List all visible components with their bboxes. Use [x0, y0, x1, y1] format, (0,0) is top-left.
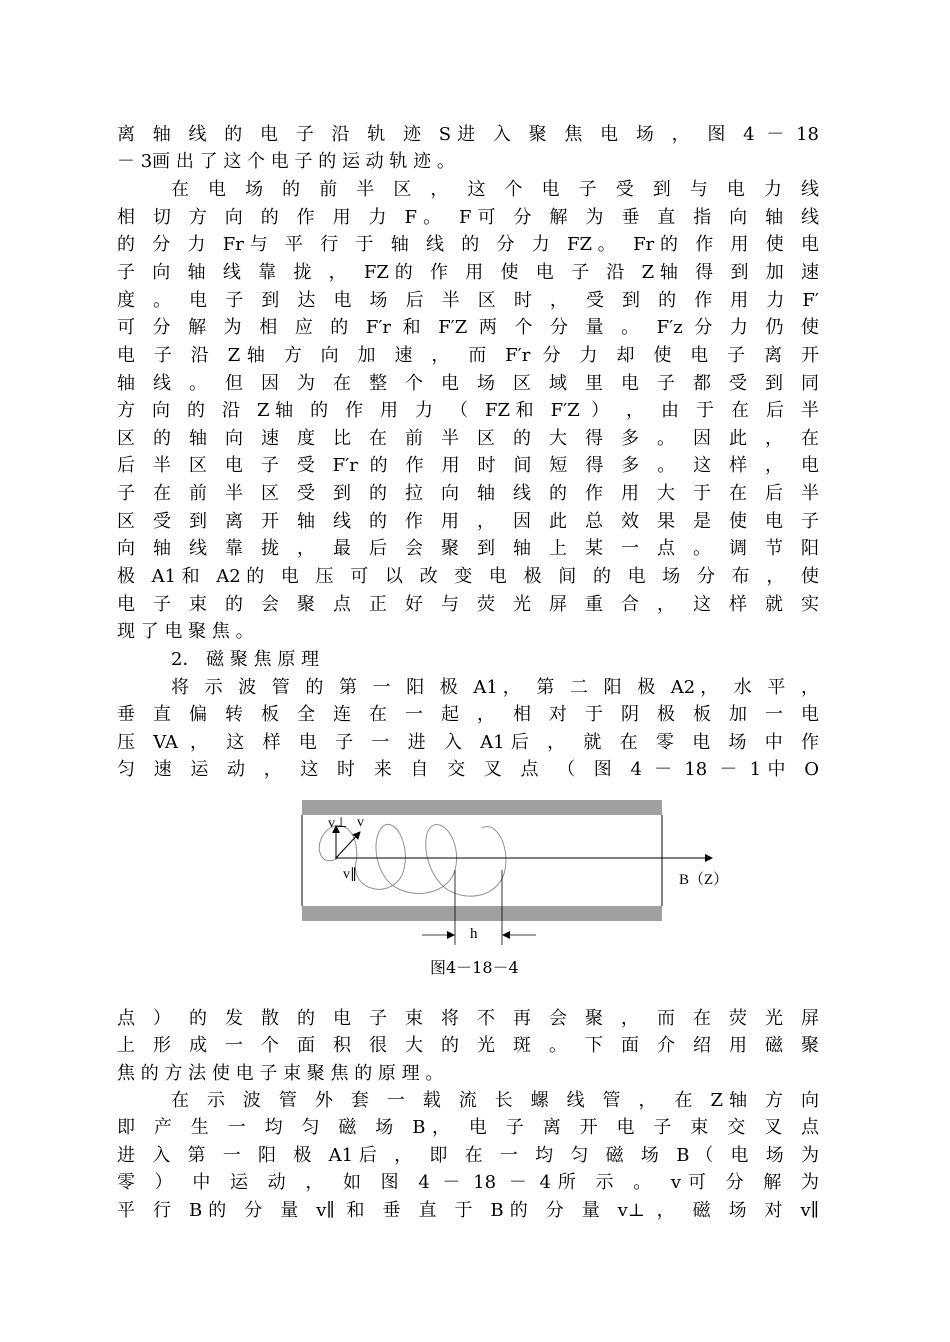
text-line: 子 在 前 半 区 受 到 的 拉 向 轴 线 的 作 用 大 于 在 后 半	[117, 483, 819, 504]
text-line: 即 产 生 一 均 匀 磁 场 B， 电 子 离 开 电 子 束 交 叉 点	[117, 1117, 819, 1138]
text-line: 区 受 到 离 开 轴 线 的 作 用 ， 因 此 总 效 果 是 使 电 子	[117, 511, 819, 532]
text-line: 电 子 束 的 会 聚 点 正 好 与 荧 光 屏 重 合 ， 这 样 就 实	[117, 594, 819, 615]
section-heading: 2． 磁 聚 焦 原 理	[171, 649, 320, 670]
text-line: 匀 速 运 动 ， 这 时 来 自 交 叉 点 （ 图 4 － 18 － 1中 O	[117, 759, 819, 780]
text-line: 极 A1和 A2的 电 压 可 以 改 变 电 极 间 的 电 场 分 布 ， 使	[117, 566, 819, 587]
text-line: 在 电 场 的 前 半 区 ， 这 个 电 子 受 到 与 电 力 线	[171, 179, 819, 200]
text-line: 向 轴 线 靠 拢 ， 最 后 会 聚 到 轴 上 某 一 点 。 调 节 阳	[117, 538, 819, 559]
label-pitch-h: h	[470, 926, 478, 942]
text-line: 可 分 解 为 相 应 的 F′r 和 F′Z 两 个 分 量 。 F′z 分 力 仍 使	[117, 317, 819, 338]
text-line: 电 子 沿 Z轴 方 向 加 速 ， 而 F′r 分 力 却 使 电 子 离 开	[117, 345, 819, 366]
text-line: 进 入 第 一 阳 极 A1后 ， 即 在 一 均 匀 磁 场 B（ 电 场 为	[117, 1145, 819, 1166]
text-line: 现 了 电 聚 焦 。	[117, 621, 254, 642]
tube-bottom-wall	[302, 906, 662, 921]
text-line: 轴 线 。 但 因 为 在 整 个 电 场 区 域 里 电 子 都 受 到 同	[117, 373, 819, 394]
text-line: 零 ） 中 运 动 ， 如 图 4 － 18 － 4所 示 。 v可 分 解 为	[117, 1172, 819, 1193]
text-line: 后 半 区 电 子 受 F′r 的 作 用 时 间 短 得 多 。 这 样 ， 电	[117, 455, 819, 476]
text-line: 相 切 方 向 的 作 用 力 F。 F可 分 解 为 垂 直 指 向 轴 线	[117, 207, 819, 228]
text-line: 方 向 的 沿 Z轴 的 作 用 力 （ FZ和 F′Z ） ， 由 于 在 后 半	[117, 400, 819, 421]
text-line: 平 行 B的 分 量 v∥ 和 垂 直 于 B的 分 量 v⊥ ， 磁 场 对 v∥	[117, 1200, 819, 1221]
electron-helix	[319, 824, 506, 896]
text-line: 垂 直 偏 转 板 全 连 在 一 起 ， 相 对 于 阴 极 板 加 一 电	[117, 704, 819, 725]
text-line: 焦 的 方 法 使 电 子 束 聚 焦 的 原 理 。	[117, 1063, 444, 1084]
label-v: v	[357, 815, 364, 830]
text-line: 在 示 波 管 外 套 一 载 流 长 螺 线 管 ， 在 Z轴 方 向	[171, 1090, 819, 1111]
text-line: 上 形 成 一 个 面 积 很 大 的 光 斑 。 下 面 介 绍 用 磁 聚	[117, 1035, 819, 1056]
text-line: － 3画 出 了 这 个 电 子 的 运 动 轨 迹 。	[117, 151, 455, 172]
text-line: 度 。 电 子 到 达 电 场 后 半 区 时 ， 受 到 的 作 用 力 F′	[117, 290, 819, 311]
label-v-parallel: v∥	[343, 867, 357, 882]
text-line: 点 ） 的 发 散 的 电 子 束 将 不 再 会 聚 ， 而 在 荧 光 屏	[117, 1008, 819, 1029]
label-b-axis: B（Z）	[679, 872, 729, 888]
text-line: 子 向 轴 线 靠 拢 ， FZ的 作 用 使 电 子 沿 Z轴 得 到 加 速	[117, 262, 819, 283]
tube-top-wall	[302, 800, 662, 815]
text-line: 压 VA ， 这 样 电 子 一 进 入 A1后 ， 就 在 零 电 场 中 作	[117, 732, 819, 753]
label-v-perp: v⊥	[328, 816, 348, 831]
text-line: 区 的 轴 向 速 度 比 在 前 半 区 的 大 得 多 。 因 此 ， 在	[117, 428, 819, 449]
text-line: 离 轴 线 的 电 子 沿 轨 迹 S进 入 聚 焦 电 场 ， 图 4 － 18	[117, 124, 819, 145]
text-line: 的 分 力 Fr与 平 行 于 轴 线 的 分 力 FZ。 Fr的 作 用 使 电	[117, 234, 819, 255]
figure-caption: 图4－18－4	[430, 958, 519, 977]
text-line: 将 示 波 管 的 第 一 阳 极 A1， 第 二 阳 极 A2， 水 平 ，	[171, 677, 819, 698]
